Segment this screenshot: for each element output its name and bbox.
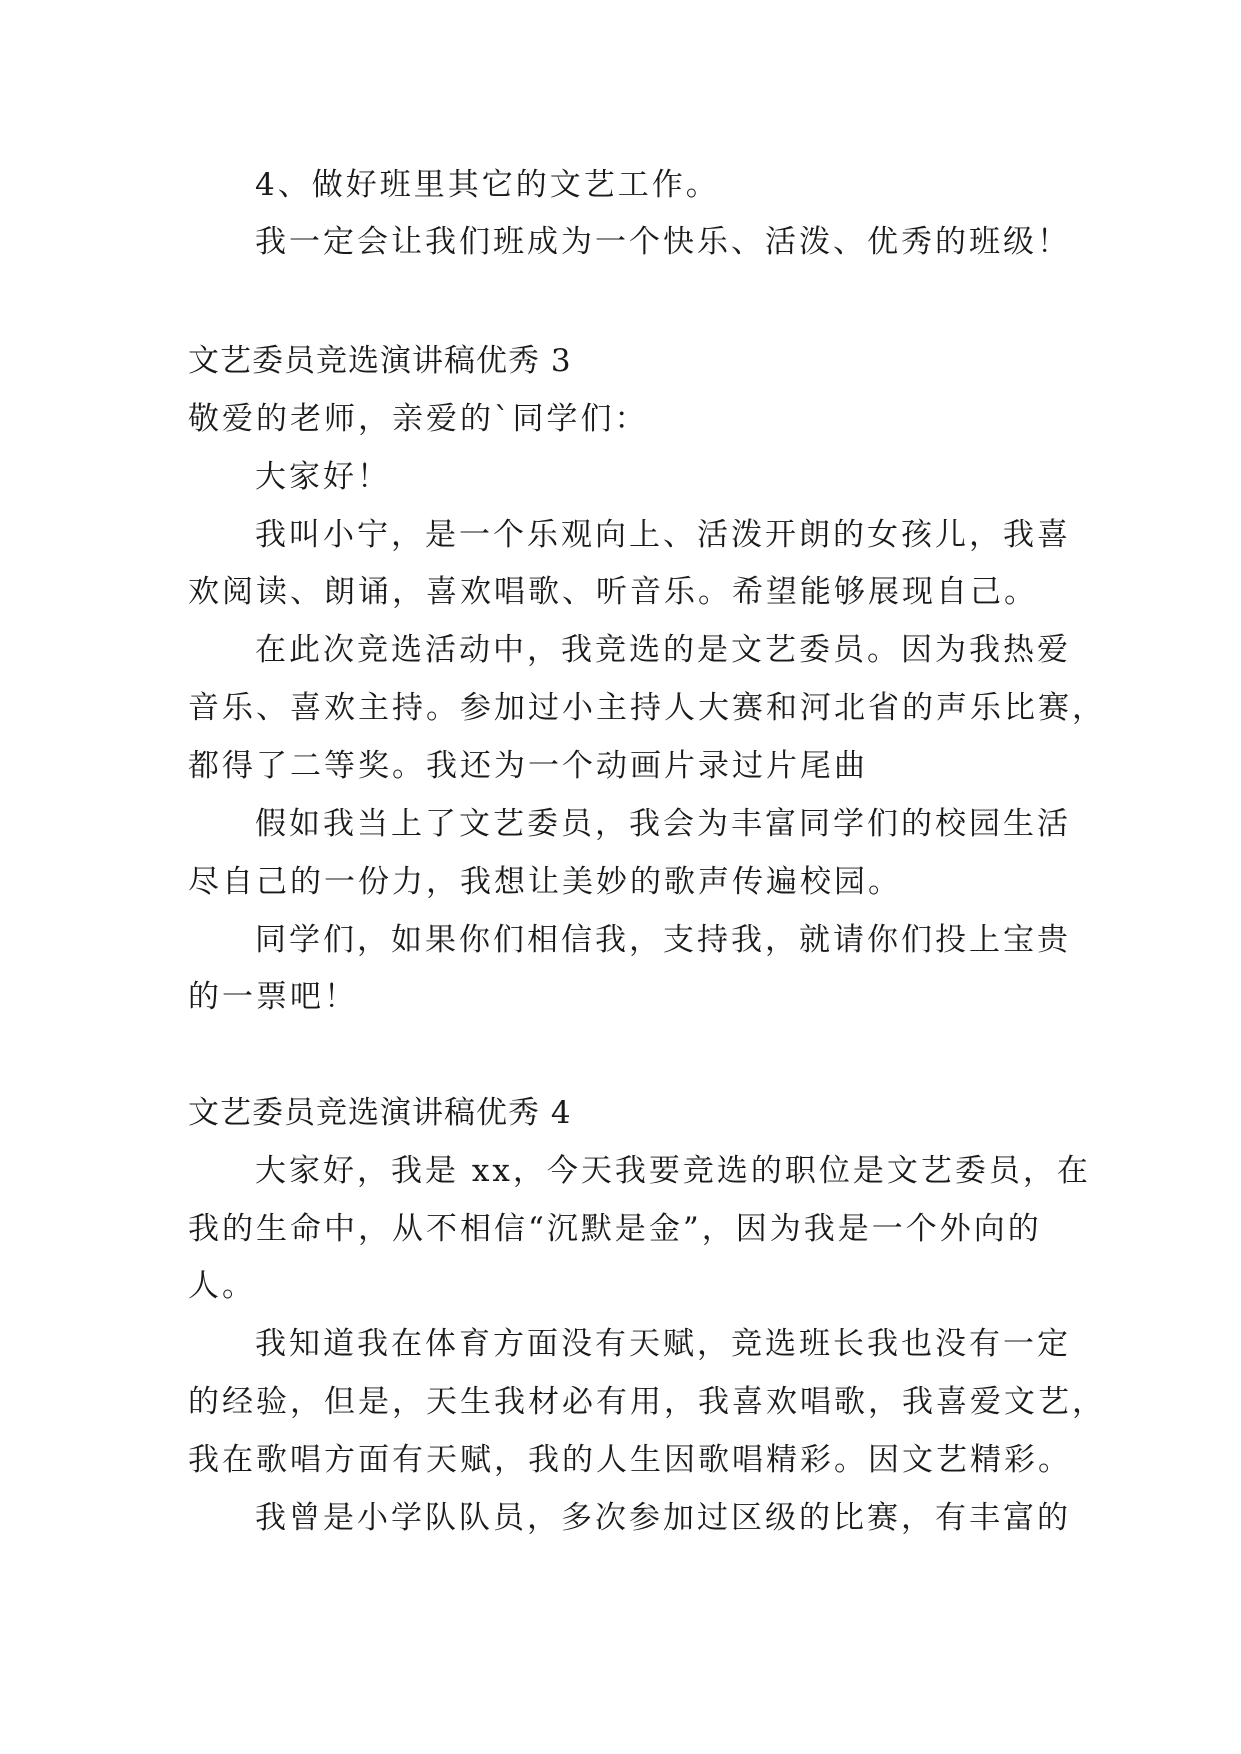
paragraph-line: 在此次竞选活动中，我竞选的是文艺委员。因为我热爱 <box>255 632 1071 668</box>
section-heading-4: 文艺委员竞选演讲稿优秀 4 <box>188 1095 572 1131</box>
paragraph-line: 都得了二等奖。我还为一个动画片录过片尾曲 <box>188 748 868 784</box>
paragraph-line: 我在歌唱方面有天赋，我的人生因歌唱精彩。因文艺精彩。 <box>188 1442 1072 1478</box>
paragraph-line: 我的生命中，从不相信“沉默是金”，因为我是一个外向的 <box>188 1211 1042 1247</box>
greeting: 大家好！ <box>255 459 391 495</box>
paragraph-line: 我知道我在体育方面没有天赋，竞选班长我也没有一定 <box>255 1326 1071 1362</box>
paragraph-line: 尽自己的一份力，我想让美妙的歌声传遍校园。 <box>188 864 902 900</box>
paragraph-line: 大家好，我是 xx，今天我要竞选的职位是文艺委员，在 <box>255 1153 1091 1189</box>
paragraph-line: 我曾是小学队队员，多次参加过区级的比赛，有丰富的 <box>255 1500 1071 1536</box>
paragraph-line: 假如我当上了文艺委员，我会为丰富同学们的校园生活 <box>255 806 1071 842</box>
paragraph-line: 我叫小宁，是一个乐观向上、活泼开朗的女孩儿，我喜 <box>255 517 1071 553</box>
paragraph-line: 人。 <box>188 1268 256 1304</box>
list-item-4: 4、做好班里其它的文艺工作。 <box>255 167 720 203</box>
paragraph-line: 音乐、喜欢主持。参加过小主持人大赛和河北省的声乐比赛， <box>188 690 1106 726</box>
paragraph-line: 欢阅读、朗诵，喜欢唱歌、听音乐。希望能够展现自己。 <box>188 574 1038 610</box>
section-heading-3: 文艺委员竞选演讲稿优秀 3 <box>188 343 572 379</box>
paragraph-line: 的经验，但是，天生我材必有用，我喜欢唱歌，我喜爱文艺， <box>188 1384 1106 1420</box>
paragraph-line: 同学们，如果你们相信我，支持我，就请你们投上宝贵 <box>255 922 1071 958</box>
salutation: 敬爱的老师，亲爱的`同学们： <box>188 401 649 437</box>
paragraph-closing: 我一定会让我们班成为一个快乐、活泼、优秀的班级！ <box>255 224 1071 260</box>
paragraph-line: 的一票吧！ <box>188 979 358 1015</box>
